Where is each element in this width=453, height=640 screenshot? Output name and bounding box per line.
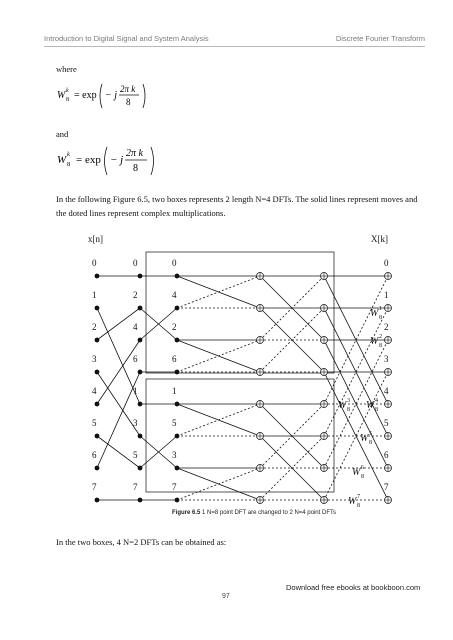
- and-label: and: [56, 129, 69, 139]
- eq1-sup: k: [66, 88, 69, 94]
- output-index-label: 7: [384, 482, 389, 492]
- eq2-lhs: W: [57, 154, 67, 166]
- node-dot: [175, 434, 180, 439]
- node-dot: [138, 434, 143, 439]
- closing-paragraph: In the two boxes, 4 N=2 DFTs can be obtained as:: [56, 537, 227, 547]
- node-dot: [175, 402, 180, 407]
- output-index-label: 0: [384, 258, 389, 268]
- eq1-minusj: − j: [105, 90, 118, 101]
- node-dot: [95, 498, 100, 503]
- input-index-label: 3: [92, 354, 97, 364]
- figure-caption-label: Figure 6.5: [172, 510, 201, 516]
- eq2-numer: 2π k: [126, 148, 143, 159]
- input-index-label: 4: [92, 386, 97, 396]
- node-dot: [138, 306, 143, 311]
- node-dot: [138, 402, 143, 407]
- eq1-lhs: W: [57, 90, 66, 101]
- input-column-label: x[n]: [88, 234, 103, 244]
- figure-caption-text: 1 N=8 point DFT are changed to 2 N=4 point DFTs: [202, 510, 336, 516]
- node-dot: [175, 338, 180, 343]
- twiddle-superscript: 3: [347, 398, 350, 404]
- node-dot: [175, 274, 180, 279]
- twiddle-subscript: 8: [379, 315, 382, 321]
- twiddle-subscript: 8: [361, 474, 364, 480]
- twiddle-factor-label: W: [352, 467, 361, 478]
- output-column-label: X[k]: [371, 234, 388, 244]
- eq1-sub: 8: [66, 97, 69, 103]
- eq1-numer: 2π k: [120, 84, 136, 94]
- stage1-index-label: 4: [133, 322, 138, 332]
- twiddle-superscript: 5: [369, 431, 372, 437]
- twiddle-subscript: 8: [379, 343, 382, 349]
- node-dot: [138, 338, 143, 343]
- input-index-label: 2: [92, 322, 97, 332]
- stage2-index-label: 3: [172, 450, 177, 460]
- twiddle-factor-label: W: [348, 496, 357, 507]
- twiddle-subscript: 8: [357, 503, 360, 509]
- node-dot: [95, 338, 100, 343]
- stage1-index-label: 7: [133, 482, 138, 492]
- twiddle-superscript: 4: [375, 398, 378, 404]
- node-dot: [175, 498, 180, 503]
- figure-caption: [172, 510, 336, 516]
- stage2-index-label: 0: [172, 258, 177, 268]
- twiddle-superscript: 1: [379, 306, 382, 312]
- node-dot: [175, 466, 180, 471]
- twiddle-factor-label: W: [370, 336, 379, 347]
- twiddle-superscript: 2: [379, 334, 382, 340]
- twiddle-subscript: 8: [375, 407, 378, 413]
- node-dot: [95, 370, 100, 375]
- twiddle-subscript: 8: [369, 440, 372, 446]
- eq2-rhs: = exp: [76, 154, 101, 166]
- node-dot: [95, 402, 100, 407]
- stage1-index-label: 2: [133, 290, 138, 300]
- page-number: 97: [222, 593, 230, 600]
- node-dot: [95, 434, 100, 439]
- where-label: where: [56, 64, 77, 74]
- input-index-label: 1: [92, 290, 97, 300]
- output-index-label: 1: [384, 290, 389, 300]
- input-index-label: 7: [92, 482, 97, 492]
- input-index-label: 6: [92, 450, 97, 460]
- running-header-left: Introduction to Digital Signal and System Analysis: [44, 34, 209, 43]
- stage1-index-label: 5: [133, 450, 138, 460]
- stage2-index-label: 4: [172, 290, 177, 300]
- output-index-label: 3: [384, 354, 389, 364]
- twiddle-factor-label: W: [366, 400, 375, 411]
- node-dot: [175, 370, 180, 375]
- stage1-index-label: 6: [133, 354, 138, 364]
- stage2-index-label: 5: [172, 418, 177, 428]
- eq2-sub: 8: [67, 161, 71, 168]
- output-index-label: 4: [384, 386, 389, 396]
- twiddle-superscript: 7: [357, 494, 360, 500]
- node-dot: [95, 274, 100, 279]
- node-dot: [138, 274, 143, 279]
- node-dot: [138, 466, 143, 471]
- output-index-label: 6: [384, 450, 389, 460]
- twiddle-factor-label: W: [338, 400, 347, 411]
- eq2-minusj: − j: [110, 154, 124, 166]
- figure-intro-paragraph: In the following Figure 6.5, two boxes represents 2 length N=4 DFTs. The solid lines represent moves and the doted lines represent complex multiplications.: [56, 194, 418, 218]
- node-dot: [95, 306, 100, 311]
- eq2-denom: 8: [133, 163, 138, 174]
- output-index-label: 5: [384, 418, 389, 428]
- stage1-index-label: 3: [133, 418, 138, 428]
- stage2-index-label: 1: [172, 386, 177, 396]
- stage2-index-label: 7: [172, 482, 177, 492]
- input-index-label: 5: [92, 418, 97, 428]
- stage1-index-label: 0: [133, 258, 138, 268]
- node-dot: [95, 466, 100, 471]
- twiddle-subscript: 8: [347, 407, 350, 413]
- stage2-index-label: 2: [172, 322, 177, 332]
- twiddle-superscript: 6: [361, 465, 364, 471]
- input-index-label: 0: [92, 258, 97, 268]
- output-index-label: 2: [384, 322, 389, 332]
- node-dot: [138, 370, 143, 375]
- eq2-sup: k: [67, 151, 70, 158]
- node-dot: [175, 306, 180, 311]
- eq1-rhs: = exp: [74, 90, 97, 101]
- stage2-index-label: 6: [172, 354, 177, 364]
- stage1-index-label: 1: [133, 386, 138, 396]
- running-header-right: Discrete Fourier Transform: [335, 34, 425, 43]
- twiddle-factor-label: W: [370, 308, 379, 319]
- ebook-download-note: Download free ebooks at bookboon.com: [286, 583, 421, 592]
- eq1-denom: 8: [126, 97, 131, 107]
- node-dot: [138, 498, 143, 503]
- twiddle-factor-label: W: [360, 433, 369, 444]
